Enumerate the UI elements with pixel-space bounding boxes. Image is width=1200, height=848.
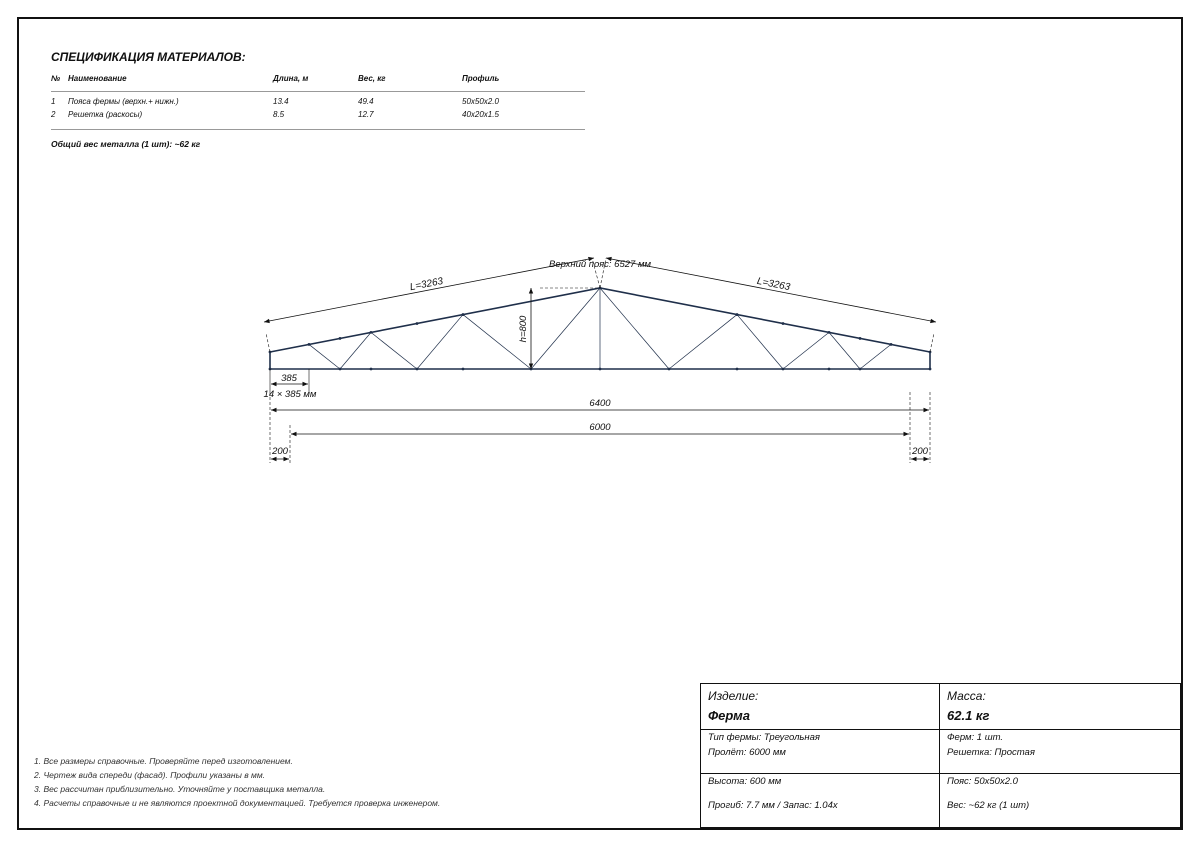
title-block [700, 683, 1181, 828]
lattice-member [860, 344, 891, 369]
spec-cell-name: Пояса фермы (верхн.+ нижн.) [68, 97, 179, 106]
height-value: Высота: 600 мм [708, 776, 782, 787]
product-label: Изделие: [708, 689, 759, 703]
height-label: h=800 [518, 315, 529, 343]
truss-node [859, 368, 862, 371]
lattice-member [783, 332, 829, 369]
spec-cell-name: Решетка (раскосы) [68, 110, 143, 119]
title-block-divider [939, 684, 940, 827]
mass-value: 62.1 кг [947, 708, 990, 723]
span-value: Пролёт: 6000 мм [708, 747, 786, 758]
truss-node [308, 343, 311, 346]
spec-cell-num: 2 [51, 110, 56, 119]
truss-node [782, 368, 785, 371]
right-chord-length-label: L=3263 [755, 275, 792, 294]
left-overhang-label: 200 [272, 446, 288, 457]
truss-node [828, 368, 831, 371]
right-overhang-label: 200 [912, 446, 928, 457]
truss-node [890, 343, 893, 346]
mass-label: Масса: [947, 689, 986, 703]
truss-node [370, 331, 373, 334]
truss-node [828, 331, 831, 334]
truss-node [462, 313, 465, 316]
truss-node [339, 337, 342, 340]
truss-type: Тип фермы: Треугольная [708, 732, 821, 743]
truss-node [462, 368, 465, 371]
spec-title: СПЕЦИФИКАЦИЯ МАТЕРИАЛОВ: [51, 50, 246, 64]
lattice-member [309, 344, 340, 369]
spec-cell-weight: 49.4 [358, 97, 374, 106]
note-item: 1. Все размеры справочные. Проверяйте перед изготовлением. [34, 756, 293, 766]
truss-node [736, 313, 739, 316]
truss-node [859, 337, 862, 340]
spec-header-num: № [51, 74, 61, 83]
spec-cell-profile: 50x50x2.0 [462, 97, 499, 106]
truss-node [736, 368, 739, 371]
truss-node [668, 368, 671, 371]
note-item: 2. Чертеж вида спереди (фасад). Профили указаны в мм. [34, 770, 266, 780]
spec-header-name: Наименование [68, 74, 127, 83]
panel-label: 385 [281, 373, 297, 384]
truss-node [929, 368, 932, 371]
top-chord-total-label: Верхний пояс: 6527 мм [549, 259, 651, 270]
lattice-member [371, 332, 417, 369]
note-item: 3. Вес рассчитан приблизительно. Уточняйте у поставщика металла. [34, 784, 326, 794]
spec-header-length: Длина, м [273, 74, 309, 83]
truss-node [339, 368, 342, 371]
spec-cell-length: 13.4 [273, 97, 289, 106]
notes [34, 754, 440, 810]
right-chord-dim-line [606, 258, 936, 322]
panel-count-label: 14 × 385 мм [263, 389, 317, 400]
lattice-member [669, 315, 737, 369]
truss-node [416, 322, 419, 325]
product-value: Ферма [708, 708, 750, 723]
truss-node [599, 368, 602, 371]
deflection-value: Прогиб: 7.7 мм / Запас: 1.04x [708, 800, 838, 811]
spec-cell-length: 8.5 [273, 110, 285, 119]
note-item: 4. Расчеты справочные и не являются проектной документацией. Требуется проверка инженером. [34, 798, 441, 808]
right-chord-ext-right [930, 333, 934, 352]
span-length-label: 6000 [589, 422, 611, 433]
spec-header-profile: Профиль [462, 74, 500, 83]
truss-node [416, 368, 419, 371]
spec-cell-profile: 40x20x1.5 [462, 110, 499, 119]
left-chord-length-label: L=3263 [408, 275, 445, 294]
title-block-divider [701, 773, 1180, 774]
truss-node [370, 368, 373, 371]
spec-cell-weight: 12.7 [358, 110, 374, 119]
truss-count: Ферм: 1 шт. [947, 732, 1004, 743]
chord-profile: Пояс: 50x50x2.0 [947, 776, 1018, 787]
truss-node [782, 322, 785, 325]
title-block-divider [701, 729, 1180, 730]
weight-value: Вес: ~62 кг (1 шт) [947, 800, 1030, 811]
spec-total: Общий вес металла (1 шт): ~62 кг [51, 139, 201, 149]
spec-header-weight: Вес, кг [358, 74, 386, 83]
left-chord-ext-left [266, 333, 270, 352]
spec-cell-num: 1 [51, 97, 56, 106]
overall-length-label: 6400 [589, 398, 611, 409]
lattice-type: Решетка: Простая [947, 747, 1035, 758]
truss-lattice [309, 288, 891, 369]
left-chord-dim-line [264, 258, 594, 322]
